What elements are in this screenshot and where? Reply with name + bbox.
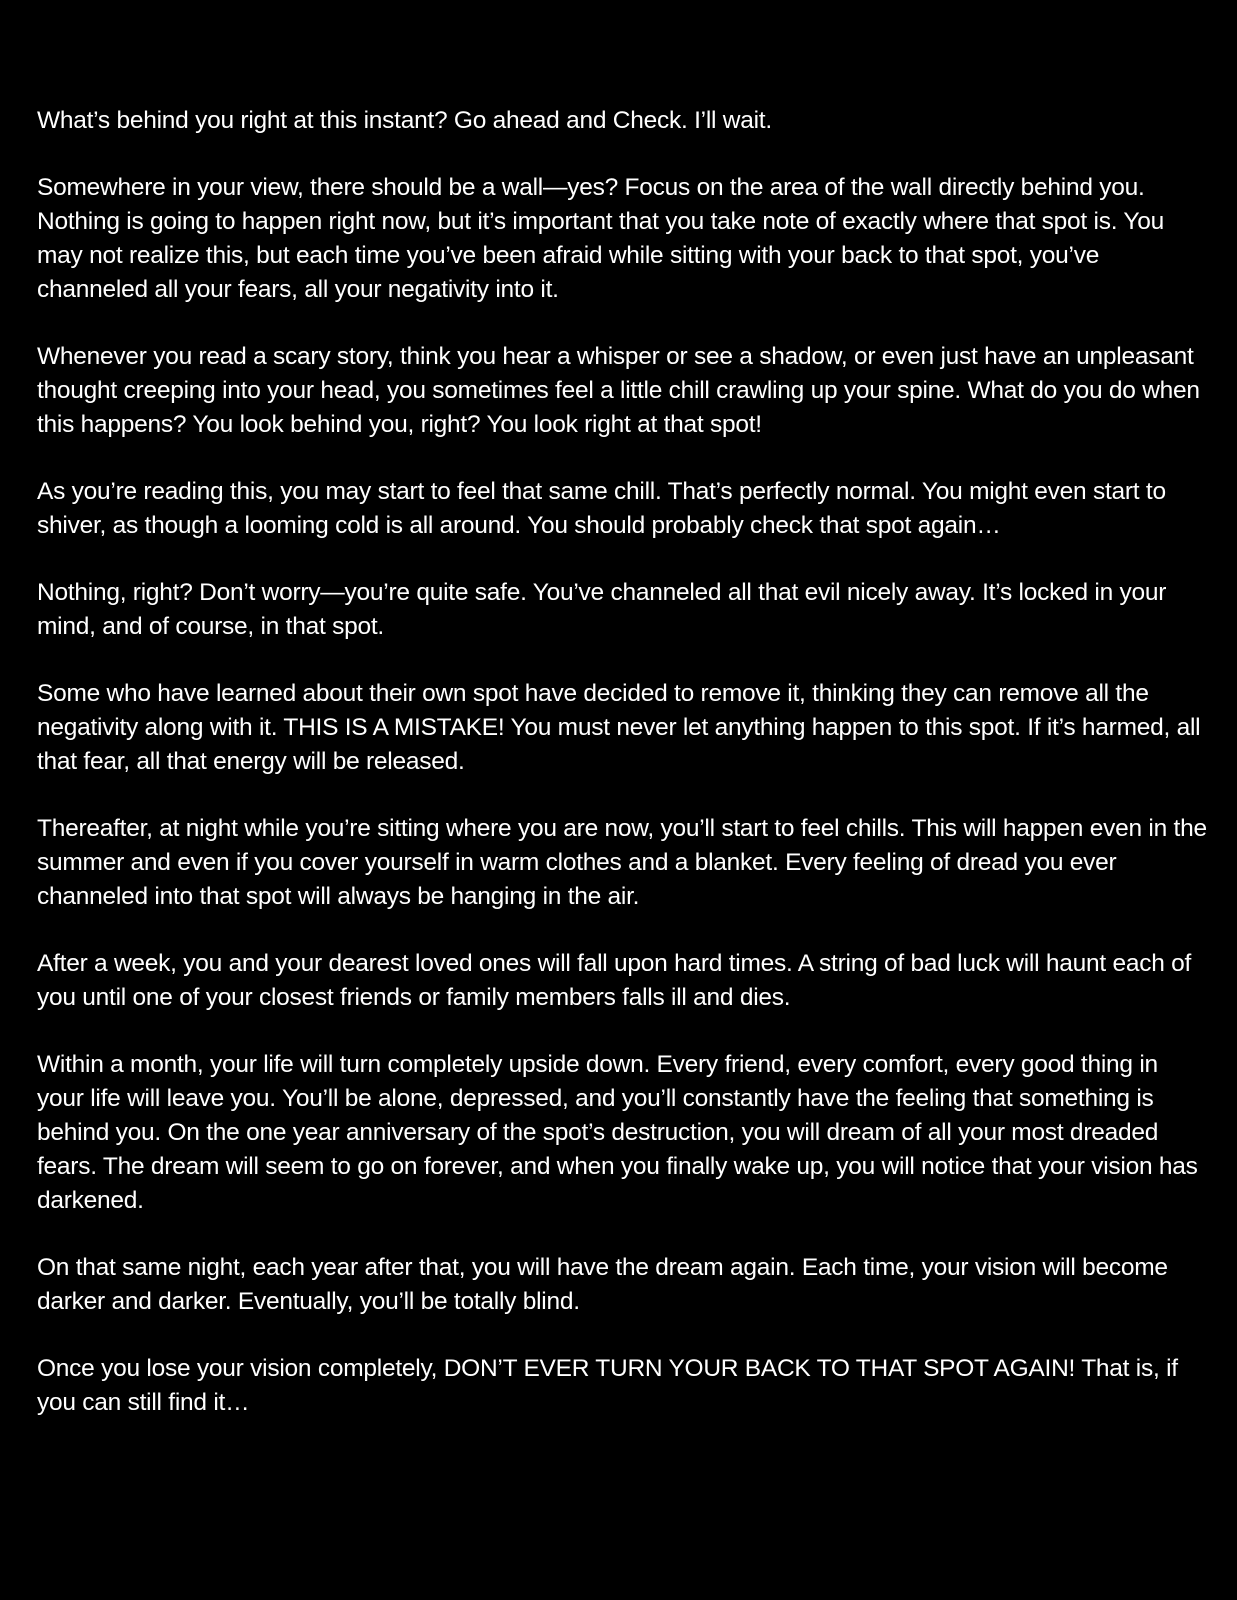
paragraph-10: On that same night, each year after that, you will have the dream again. Each time, your vision will become darker and darker. Eventually, you’ll be totally blind.: [37, 1254, 1168, 1315]
paragraph-1: What’s behind you right at this instant? Go ahead and Check. I’ll wait.: [37, 107, 772, 134]
paragraph-2: Somewhere in your view, there should be a wall—yes? Focus on the area of the wall directly behind you. Nothing is going to happen right now, but it’s important that you take note of exactly where that spot is. You may not realize this, but each time you’ve been afraid while sitting with your back to that spot, you’ve channeled all your fears, all your negativity into it.: [37, 174, 1165, 303]
paragraph-5: Nothing, right? Don’t worry—you’re quite safe. You’ve channeled all that evil nicely away. It’s locked in your mind, and of course, in that spot.: [37, 579, 1167, 640]
paragraph-3: Whenever you read a scary story, think you hear a whisper or see a shadow, or even just have an unpleasant thought creeping into your head, you sometimes feel a little chill crawling up your spine. What do you do when this happens? You look behind you, right? You look right at that spot!: [37, 343, 1200, 438]
paragraph-8: After a week, you and your dearest loved ones will fall upon hard times. A string of bad luck will haunt each of you until one of your closest friends or family members falls ill and dies.: [37, 950, 1192, 1011]
paragraph-7: Thereafter, at night while you’re sitting where you are now, you’ll start to feel chills. This will happen even in the summer and even if you cover yourself in warm clothes and a blanket. Every feeling of dread you ever channeled into that spot will always be hanging in the air.: [37, 815, 1207, 910]
paragraph-9: Within a month, your life will turn completely upside down. Every friend, every comfort, every good thing in your life will leave you. You’ll be alone, depressed, and you’ll constantly have the feeling that something is behind you. On the one year anniversary of the spot’s destruction, you will dream of all your most dreaded fears. The dream will seem to go on forever, and when you finally wake up, you will notice that your vision has darkened.: [37, 1051, 1198, 1214]
paragraph-11: Once you lose your vision completely, DON’T EVER TURN YOUR BACK TO THAT SPOT AGAIN! That is, if you can still find it…: [37, 1355, 1178, 1416]
story-text: [37, 104, 1207, 1420]
paragraph-4: As you’re reading this, you may start to feel that same chill. That’s perfectly normal. You might even start to shiver, as though a looming cold is all around. You should probably check that spot again…: [37, 478, 1166, 539]
paragraph-6: Some who have learned about their own spot have decided to remove it, thinking they can remove all the negativity along with it. THIS IS A MISTAKE! You must never let anything happen to this spot. If it’s harmed, all that fear, all that energy will be released.: [37, 680, 1201, 775]
